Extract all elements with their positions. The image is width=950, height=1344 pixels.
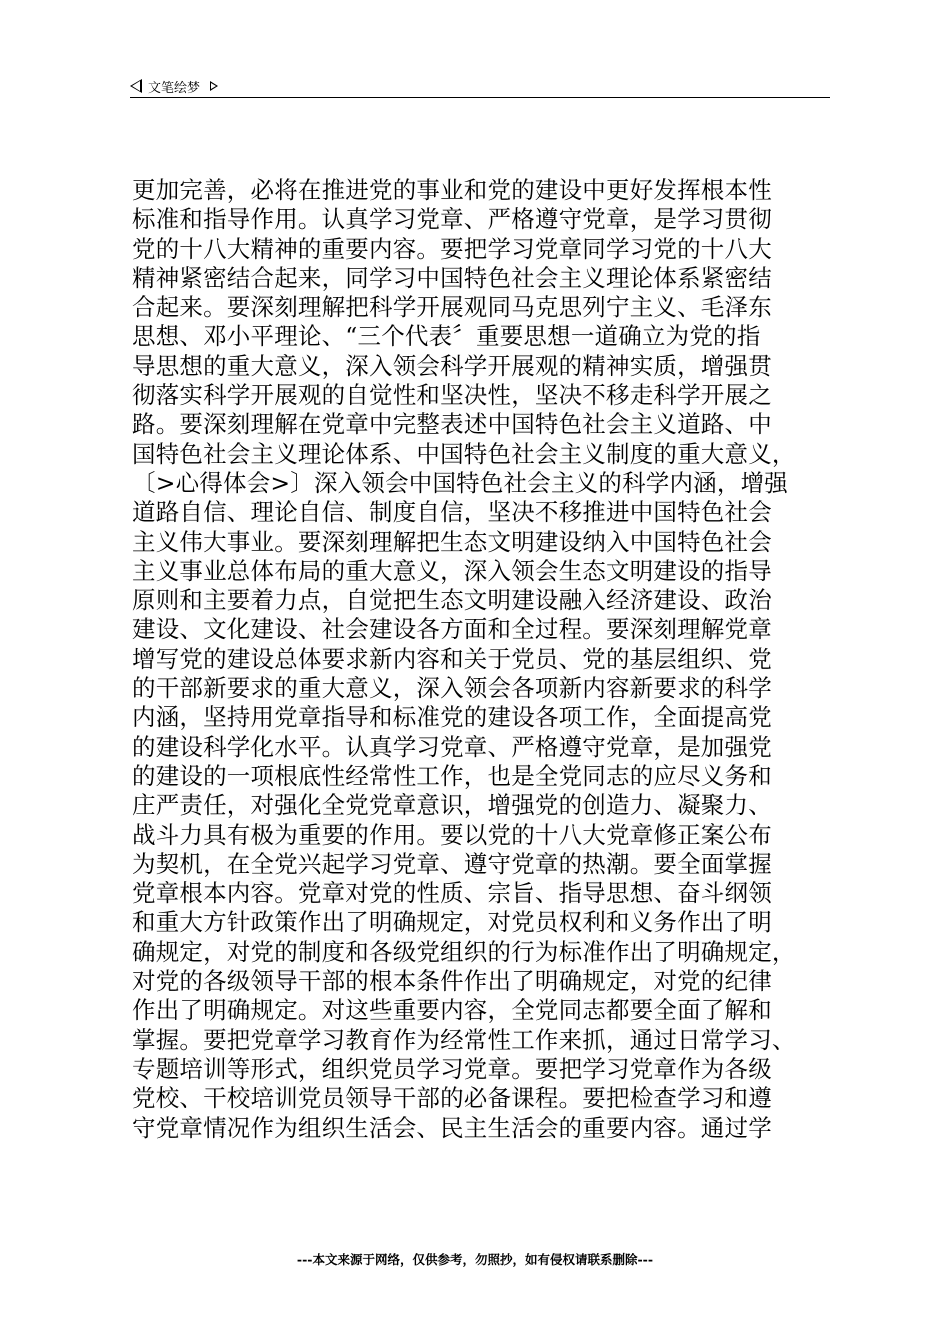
text-line: 专题培训等形式，组织党员学习党章。要把学习党章作为各级 [132, 1054, 772, 1083]
text-line: 庄严责任，对强化全党党章意识，增强党的创造力、凝聚力、 [132, 791, 772, 820]
text-line: 导思想的重大意义，深入领会科学开展观的精神实质，增强贯 [132, 351, 772, 380]
header-brand: 文笔绘梦 [148, 80, 201, 96]
header-divider [130, 97, 830, 98]
text-line: 内涵，坚持用党章指导和标准党的建设各项工作，全面提高党 [132, 703, 772, 732]
text-line: 和重大方针政策作出了明确规定，对党员权利和义务作出了明 [132, 908, 772, 937]
text-line: 确规定，对党的制度和各级党组织的行为标准作出了明确规定， [132, 937, 796, 966]
text-line: 对党的各级领导干部的根本条件作出了明确规定，对党的纪律 [132, 967, 772, 996]
triangle-left-icon [130, 79, 142, 93]
text-line: 道路自信、理论自信、制度自信，坚决不移推进中国特色社会 [132, 498, 772, 527]
text-line: 思想、邓小平理论、“三个代表〞重要思想一道确立为党的指 [132, 322, 761, 351]
text-line: 守党章情况作为组织生活会、民主生活会的重要内容。通过学 [132, 1113, 772, 1142]
text-line: 增写党的建设总体要求新内容和关于党员、党的基层组织、党 [132, 644, 772, 673]
text-line: 主义伟大事业。要深刻理解把生态文明建设纳入中国特色社会 [132, 527, 772, 556]
text-line: 的干部新要求的重大意义，深入领会各项新内容新要求的科学 [132, 674, 772, 703]
text-line: 的建设的一项根底性经常性工作，也是全党同志的应尽义务和 [132, 761, 772, 790]
text-line: 原则和主要着力点，自觉把生态文明建设融入经济建设、政治 [132, 586, 772, 615]
triangle-right-icon [210, 81, 218, 91]
text-line: 掌握。要把党章学习教育作为经常性工作来抓，通过日常学习、 [132, 1025, 796, 1054]
text-line: 标准和指导作用。认真学习党章、严格遵守党章，是学习贯彻 [132, 205, 772, 234]
text-line: 党的十八大精神的重要内容。要把学习党章同学习党的十八大 [132, 234, 772, 263]
text-line: 路。要深刻理解在党章中完整表述中国特色社会主义道路、中 [132, 410, 772, 439]
text-line: 建设、文化建设、社会建设各方面和全过程。要深刻理解党章 [132, 615, 772, 644]
page-header [130, 74, 830, 98]
text-line: 党校、干校培训党员领导干部的必备课程。要把检查学习和遵 [132, 1084, 772, 1113]
footer-disclaimer: ---本文来源于网络，仅供参考，勿照抄，如有侵权请联系删除--- [296, 1252, 654, 1267]
text-line: 的建设科学化水平。认真学习党章、严格遵守党章，是加强党 [132, 732, 772, 761]
text-line: 彻落实科学开展观的自觉性和坚决性，坚决不移走科学开展之 [132, 381, 772, 410]
text-line: 主义事业总体布局的重大意义，深入领会生态文明建设的指导 [132, 556, 772, 585]
text-line: 党章根本内容。党章对党的性质、宗旨、指导思想、奋斗纲领 [132, 879, 772, 908]
text-line: 为契机，在全党兴起学习党章、遵守党章的热潮。要全面掌握 [132, 849, 772, 878]
text-line: 精神紧密结合起来，同学习中国特色社会主义理论体系紧密结 [132, 263, 772, 292]
text-line: 国特色社会主义理论体系、中国特色社会主义制度的重大意义， [132, 439, 796, 468]
text-line: 战斗力具有极为重要的作用。要以党的十八大党章修正案公布 [132, 820, 772, 849]
text-line: 合起来。要深刻理解把科学开展观同马克思列宁主义、毛泽东 [132, 293, 772, 322]
text-line: 〔>心得体会>〕深入领会中国特色社会主义的科学内涵，增强 [132, 468, 788, 497]
text-line: 作出了明确规定。对这些重要内容，全党同志都要全面了解和 [132, 996, 772, 1025]
document-body [132, 176, 832, 1143]
text-line: 更加完善，必将在推进党的事业和党的建设中更好发挥根本性 [132, 176, 772, 204]
